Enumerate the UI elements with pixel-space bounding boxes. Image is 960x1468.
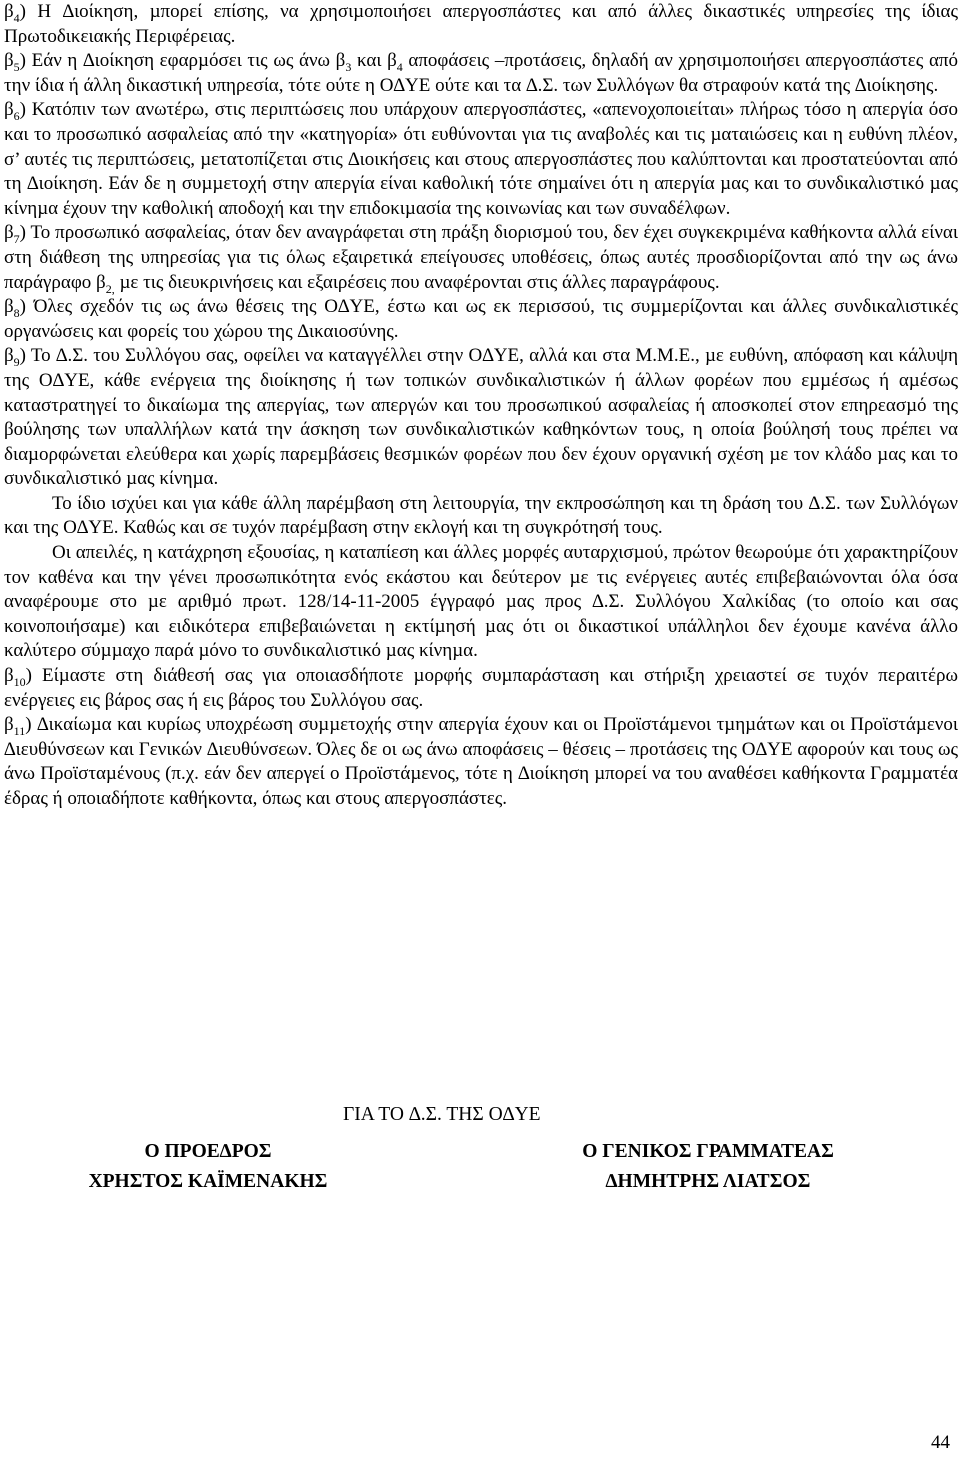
- sub-b10: 10: [13, 674, 26, 689]
- label-b5: β: [4, 50, 14, 72]
- sub-b7: 7: [13, 232, 20, 247]
- page-number: 44: [931, 1432, 950, 1453]
- label-b9: β: [4, 345, 14, 367]
- paragraph-b4: [4, 0, 958, 49]
- sub-b4-ref: 4: [396, 59, 403, 74]
- sub-b6: 6: [13, 109, 20, 124]
- president-title: Ο ΠΡΟΕ∆ΡΟΣ: [144, 1141, 272, 1162]
- text-b5-b: και β: [351, 50, 397, 72]
- text-b6: ) Κατόπιν των ανωτέρω, στις περιπτώσεις που υπάρχουν απεργοσπάστες, «απενοχοποιείται» πλήρως τόσο η απεργία όσο και το προσωπικό ασφαλείας από την «κατηγορία» ότι ευθύνονται για τις αναβολές και τις µαταιώσεις και η ευθύνη πλέον, σ’ αυτές τις περιπτώσεις, µετατοπίζεται στις ∆ιοικήσεις και στους απεργοσπάστες που καλύπτονται και προστατεύονται από τη ∆ιοίκηση. Εάν δε η συµµετοχή στην απεργία είναι καθολική τότε σηµαίνει ότι η απεργία µας και το συνδικαλιστικό µας κίνηµα έχουν την καθολική αποδοχή και την επιδοκιµασία της κοινωνίας και των συναδέλφων.: [4, 99, 958, 219]
- text-b7-a: ) Το προσωπικό ασφαλείας, όταν δεν αναγράφεται στη πράξη διορισµού του, δεν έχει συγκεκριµένα καθήκοντα αλλά είναι στη διάθεση της υπηρεσίας για τις όλως εξαιρετικά επείγουσες υποθέσεις, όπως αυτές προσδιορίζονται από την ως άνω παράγραφο β: [4, 222, 958, 293]
- secretary-name: ∆ΗΜΗΤΡΗΣ ΛΙΑΤΣΟΣ: [605, 1171, 811, 1192]
- signature-header: ΓΙΑ ΤΟ ∆.Σ. ΤΗΣ Ο∆ΥΕ: [343, 1104, 541, 1125]
- secretary-title: Ο ΓΕΝΙΚΟΣ ΓΡΑΜΜΑΤΕΑΣ: [582, 1141, 834, 1162]
- text-b7-b: µε τις διευκρινήσεις και εξαιρέσεις που αναφέρονται στις άλλες παραγράφους.: [114, 271, 720, 293]
- sub-b4: 4: [13, 10, 20, 25]
- paragraph-threats: Οι απειλές, η κατάχρηση εξουσίας, η καταπίεση και άλλες µορφές αυταρχισµού, πρώτον θεωρούµε ότι χαρακτηρίζουν τον καθένα και την γένει προσωπικότητα ενός εκάστου και δεύτερον µε τις ενέργειες αυτές επιβεβαιώνονται όλα όσα αναφέρουµε στο µε αριθµό πρωτ. 128/14-11-2005 έγγραφό µας προς ∆.Σ. Συλλόγου Χαλκίδας (το οποίο και σας κοινοποιήσαµε) και ειδικότερα επιβεβαιώνεται η εκτίµησή µας ότι οι δικαστικοί υπάλληλοι δεν έχουµε κανένα άλλο καλύτερο σύµµαχο παρά µόνο το συνδικαλιστικό µας κίνηµα.: [4, 542, 958, 662]
- text-b5-c: αποφάσεις –προτάσεις, δηλαδή αν χρησιµοποιήσει απεργοσπάστες από την ίδια ή άλλη δικαστική υπηρεσία, τότε ούτε η Ο∆ΥΕ ούτε και τα ∆.Σ. των Συλλόγων θα στραφούν κατά της ∆ιοίκησης.: [4, 50, 958, 96]
- text-b10: ) Είµαστε στη διάθεσή σας για οποιασδήποτε µορφής συµπαράσταση και στήριξη χρειαστεί σε τυχόν περαιτέρω ενέργειες εις βάρος σας ή εις βάρος του Συλλόγου σας.: [4, 665, 958, 711]
- label-b10: β: [4, 665, 14, 687]
- label-b4: β: [4, 1, 14, 22]
- text-b9: ) Το ∆.Σ. του Συλλόγου σας, οφείλει να καταγγέλλει στην Ο∆ΥΕ, αλλά και στα Μ.Μ.Ε., µε ευθύνη, απόφαση και κάλυψη της Ο∆ΥΕ, κάθε ενέργεια της διοίκησης ή των τοπικών συνδικαλιστικών ή άλλων φορέων που εµµέσως ή αµέσως καταστρατηγεί το δικαίωµα της απεργίας, των απεργών και του προσωπικού ασφαλείας ή αποσκοπεί στον επηρεασµό της βούλησης των υπαλλήλων κατά την άσκηση των συνδικαλιστικών καθηκόντων τους, η οποία βούλησή τους πρέπει να διαµορφώνεται ελεύθερα και χωρίς παρεµβάσεις θεσµικών φορέων που δεν έχουν οργανική σχέση µε τον κλάδο µας και το συνδικαλιστικό µας κίνηµα.: [4, 345, 958, 490]
- paragraph-b7: [4, 221, 958, 295]
- sub-b2-ref: 2,: [105, 281, 115, 296]
- paragraph-b8: [4, 295, 958, 344]
- text-b4: ) Η ∆ιοίκηση, µπορεί επίσης, να χρησιµοποιήσει απεργοσπάστες και από άλλες δικαστικές υπηρεσίες της ίδιας Πρωτοδικειακής Περιφέρειας.: [4, 1, 958, 47]
- label-b11: β: [4, 714, 14, 736]
- text-b8: ) Όλες σχεδόν τις ως άνω θέσεις της Ο∆ΥΕ, έστω και ως εκ περισσού, τις συµµερίζονται και άλλες συνδικαλιστικές οργανώσεις και φορείς του χώρου της ∆ικαιοσύνης.: [4, 296, 958, 342]
- label-b8: β: [4, 296, 14, 318]
- paragraph-b6: [4, 98, 958, 221]
- signature-general-secretary: [548, 1137, 868, 1197]
- paragraph-b9: [4, 344, 958, 492]
- paragraph-b11: [4, 713, 958, 811]
- text-b11: ) ∆ικαίωµα και κυρίως υποχρέωση συµµετοχής στην απεργία έχουν και οι Προϊστάµενοι τµηµάτων και οι Προϊστάµενοι ∆ιευθύνσεων και Γενικών ∆ιευθύνσεων. Όλες δε οι ως άνω αποφάσεις – θέσεις – προτάσεις της Ο∆ΥΕ αφορούν και τους ως άνω Προϊσταµένους (π.χ. εάν δεν απεργεί ο Προϊστάµενος, τότε η ∆ιοίκηση µπορεί να του αναθέσει καθήκοντα Γραµµατέα έδρας ή οποιαδήποτε καθήκοντα, όπως και στους απεργοσπάστες.: [4, 714, 958, 809]
- president-name: ΧΡΗΣΤΟΣ ΚΑΪΜΕΝΑΚΗΣ: [88, 1171, 328, 1192]
- sub-b11: 11: [13, 724, 26, 739]
- sub-b9: 9: [13, 355, 20, 370]
- label-b6: β: [4, 99, 14, 121]
- paragraph-same-applies: Το ίδιο ισχύει και για κάθε άλλη παρέµβαση στη λειτουργία, την εκπροσώπηση και τη δράση του ∆.Σ. των Συλλόγων και της Ο∆ΥΕ. Καθώς και σε τυχόν παρέµβαση στην εκλογή και τη συγκρότησή τους.: [4, 492, 958, 539]
- document-page: [4, 0, 958, 812]
- text-b5-a: ) Εάν η ∆ιοίκηση εφαρµόσει τις ως άνω β: [19, 50, 346, 72]
- label-b7: β: [4, 222, 14, 244]
- sub-b3-ref: 3: [345, 59, 352, 74]
- signature-president: [58, 1137, 358, 1197]
- paragraph-b5: [4, 49, 958, 98]
- paragraph-b10: [4, 664, 958, 713]
- sub-b5: 5: [13, 59, 20, 74]
- sub-b8: 8: [13, 305, 20, 320]
